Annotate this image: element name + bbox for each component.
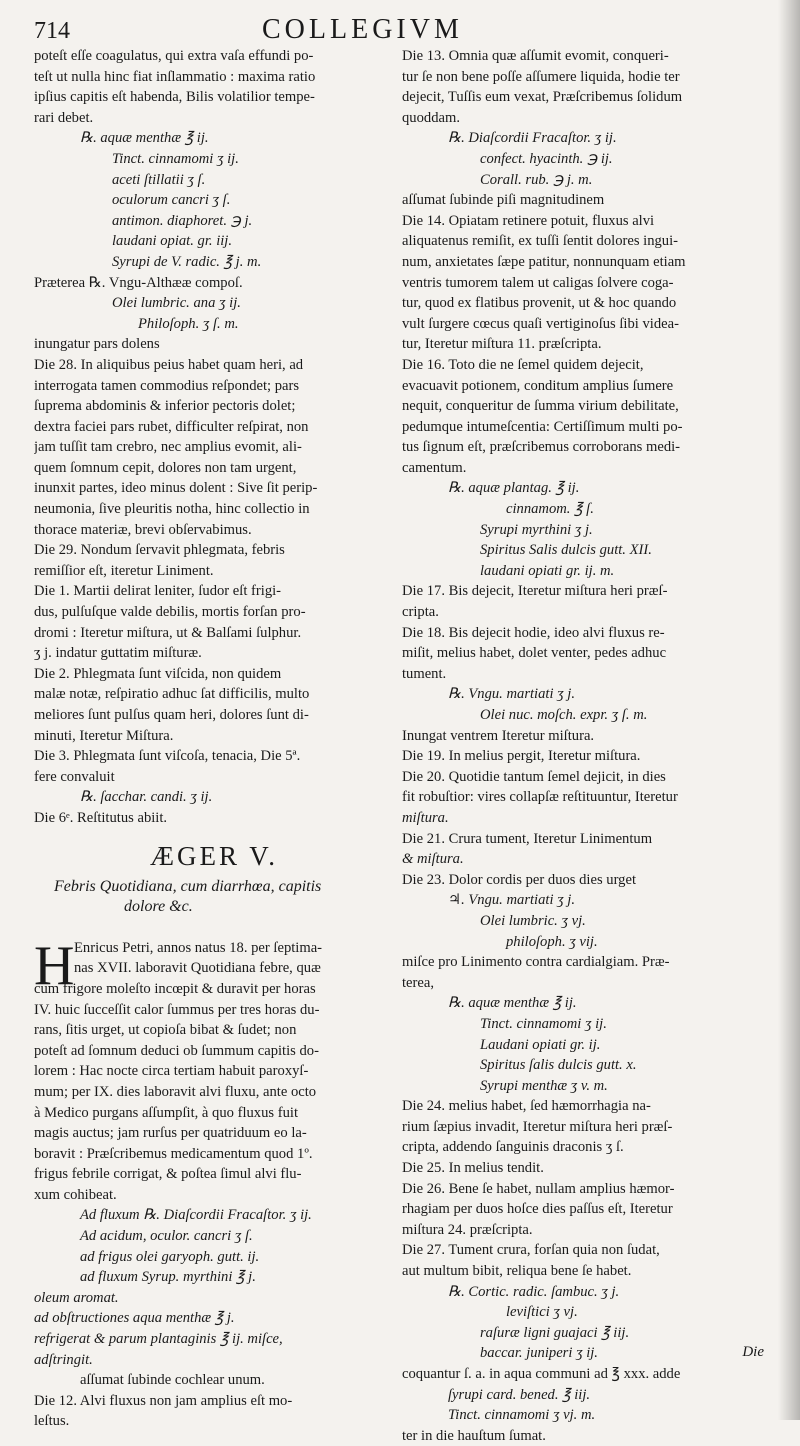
text-line: malæ notæ, reſpiratio adhuc ſat difficilis, multo (34, 686, 310, 703)
recipe-line: ad frigus olei garyoph. gutt. ij. (80, 1248, 260, 1265)
text-line: aliquatenus remiſit, ex tuſſi ſentit dolores ingui- (402, 233, 679, 250)
text-line: inunxit partes, ideo minus dolent : Sive ſit perip- (34, 480, 318, 497)
text-line: miſtura. (402, 809, 449, 826)
text-line: fere convaluit (34, 768, 115, 785)
text-line: minuti, Iteretur Miſtura. (34, 727, 174, 744)
text-line: rans, ſitis urget, ut copioſa bibat & ſudet; non (34, 1022, 297, 1039)
recipe-line: cinnamom. ℥ ſ. (506, 501, 594, 518)
text-line: num, anxietates ſæpe patitur, nonnunquam etiam (402, 253, 686, 270)
recipe-line: ♃. Vngu. martiati ʒ j. (448, 892, 575, 909)
recipe-line: Tinct. cinnamomi ʒ ij. (112, 150, 239, 167)
recipe-line: laudani opiat. gr. iij. (112, 233, 233, 250)
text-line: Enricus Petri, annos natus 18. per ſeptima- (74, 939, 323, 956)
recipe-line: laudani opiati gr. ij. m. (480, 562, 615, 579)
text-line: magis auctus; jam rurſus per quatriduum eo la- (34, 1125, 307, 1142)
recipe-line: Olei lumbric. ana ʒ ij. (112, 295, 241, 312)
text-line: boravit : Præſcribemus medicamentum quod 1º. (34, 1145, 313, 1162)
text-line: remiſſior eſt, iteretur Liniment. (34, 562, 214, 579)
text-line: interrogata tamen commodius reſpondet; pars (34, 377, 300, 394)
text-line: Die 26. Bene ſe habet, nullam amplius hæmor- (402, 1180, 675, 1197)
text-line: terea, (402, 974, 434, 991)
text-line: Die 2. Phlegmata ſunt viſcida, non quidem (34, 665, 282, 682)
text-line: & miſtura. (402, 851, 464, 868)
recipe-line: Spiritus ſalis dulcis gutt. x. (480, 1057, 637, 1074)
recipe-line: oculorum cancri ʒ ſ. (112, 192, 231, 209)
text-line: mum; per IX. dies laboravit alvi fluxu, ante octo (34, 1083, 317, 1100)
text-line: miſtura 24. præſcripta. (402, 1221, 533, 1238)
text-line: cripta, addendo ſanguinis draconis ʒ ſ. (402, 1139, 624, 1156)
recipe-line: Olei lumbric. ʒ vj. (480, 912, 586, 929)
text-line: rhagiam per duos hoſce dies paſſus eſt, Iteretur (402, 1201, 673, 1218)
text-line: nequit, conqueritur de ſumma virium debilitate, (402, 398, 679, 415)
text-line: aut multum bibit, reliqua bene ſe habet. (402, 1263, 632, 1280)
left-column (34, 46, 394, 1432)
recipe-line: aceti ſtillatii ʒ ſ. (112, 171, 206, 188)
text-line: poteſt ad ſomnum deduci ob ſummum capitis do- (34, 1042, 319, 1059)
recipe-line: confect. hyacinth. ℈ ij. (480, 150, 613, 167)
text-line: inungatur pars dolens (34, 336, 160, 353)
text-line: coquantur ſ. a. in aqua communi ad ℥ xxx. adde (402, 1366, 681, 1382)
text-line: Die 3. Phlegmata ſunt viſcoſa, tenacia, Die 5ª. (34, 748, 301, 765)
text-line: Die 13. Omnia quæ aſſumit evomit, conqueri- (402, 48, 669, 64)
text-line: tur ſe non bene poſſe aſſumere liquida, hodie ter (402, 68, 680, 85)
text-line: poteſt eſſe coagulatus, qui extra vaſa effundi po- (34, 48, 314, 64)
right-column (402, 46, 776, 1446)
recipe-line: ℞. Vngu. martiati ʒ j. (448, 686, 575, 703)
text-line: miſit, melius habet, dolet venter, pedes adhuc (402, 645, 667, 662)
recipe-line: ℞. Diaſcordii Fracaſtor. ʒ ij. (448, 130, 617, 147)
recipe-line: ℞. aquæ menthæ ℥ ij. (80, 130, 209, 147)
text-line: Die 12. Alvi fluxus non jam amplius eſt mo- (34, 1392, 293, 1409)
text-line: tur, quod ex flatibus provenit, ut & hoc quando (402, 295, 677, 312)
drop-cap: H (34, 934, 75, 997)
text-line: quoddam. (402, 109, 460, 126)
recipe-line: ℞. aquæ menthæ ℥ ij. (448, 995, 577, 1012)
text-line: Die 29. Nondum ſervavit phlegmata, febris (34, 542, 285, 559)
recipe-line: ad fluxum Syrup. myrthini ℥ j. (80, 1269, 256, 1286)
text-line: Die 19. In melius pergit, Iteretur miſtura. (402, 748, 641, 765)
text-line: Die 24. melius habet, ſed hæmorrhagia na- (402, 1098, 651, 1115)
text-line: ſuprema abdominis & inferior pectoris dolet; (34, 398, 296, 415)
text-line: frigus febrile corrigat, & poſtea ſimul alvi flu- (34, 1166, 302, 1183)
text-line: neumonia, ſive pleuritis notha, hinc collectio in (34, 501, 310, 518)
recipe-line: Tinct. cinnamomi ʒ ij. (480, 1015, 607, 1032)
text-line: Die 1. Martii delirat leniter, ſudor eſt frigi- (34, 583, 282, 600)
text-line: dejecit, Tuſſis eum vexat, Præſcribemus ſolidum (402, 89, 683, 106)
recipe-line: Corall. rub. ℈ j. m. (480, 171, 593, 188)
text-line: Die 17. Bis dejecit, Iteretur miſtura heri præſ- (402, 583, 668, 600)
text-line: tument. (402, 665, 447, 682)
text-line: vult ſurgere cœcus quaſi vertiginoſus ſibi videa- (402, 315, 679, 332)
text-line: jam tuſſit tam crebro, nec amplius evomit, ali- (34, 439, 302, 456)
text-line: Die 28. In aliquibus peius habet quam heri, ad (34, 356, 304, 373)
recipe-line: adſtringit. (34, 1351, 93, 1368)
text-line: Die 18. Bis dejecit hodie, ideo alvi fluxus re- (402, 624, 665, 641)
recipe-line: oleum aromat. (34, 1289, 119, 1306)
recipe-line: Syrupi de V. radic. ℥ j. m. (112, 253, 262, 270)
recipe-line: ℞. aquæ plantag. ℥ ij. (448, 480, 580, 497)
text-line: dus, pulſuſque valde debilis, mortis forſan pro- (34, 604, 306, 621)
text-line: Die 27. Tument crura, forſan quia non ſudat, (402, 1242, 660, 1259)
text-line: pedumque intumeſcentia: Certiſſimum multi po- (402, 418, 683, 435)
recipe-line: Ad fluxum ℞. Diaſcordii Fracaſtor. ʒ ij. (80, 1207, 312, 1224)
text-line: Die 6ᵉ. Reſtitutus abiit. (34, 809, 168, 826)
text-line: camentum. (402, 459, 467, 476)
text-line: tus ſignum eſt, præſcribemus corroborans medi- (402, 439, 681, 456)
case-text (34, 934, 394, 1432)
text-line: IV. huic ſucceſſit calor ſummus per tres horas du- (34, 1001, 320, 1018)
text-line: fit robuſtior: vires collapſæ reſtituuntur, Iteretur (402, 789, 678, 806)
recipe-line: Syrupi menthæ ʒ v. m. (480, 1077, 608, 1094)
text-line: Die 25. In melius tendit. (402, 1160, 544, 1177)
text-line: miſce pro Linimento contra cardialgiam. Præ- (402, 954, 670, 971)
text-line: teſt ut nulla hinc fiat inſlammatio : maxima ratio (34, 68, 316, 85)
text-line: Die 14. Opiatam retinere potuit, fluxus alvi (402, 212, 655, 229)
recipe-line: Laudani opiati gr. ij. (480, 1036, 601, 1053)
recipe-line: ℞. ſacchar. candi. ʒ ij. (80, 789, 213, 806)
recipe-line: antimon. diaphoret. ℈ j. (112, 212, 253, 229)
text-line: Die 21. Crura tument, Iteretur Linimentum (402, 830, 653, 847)
text-line: leſtus. (34, 1413, 70, 1430)
text-line: lorem : Hac nocte circa tertiam habuit paroxyſ- (34, 1063, 309, 1080)
recipe-line: leviſtici ʒ vj. (506, 1304, 578, 1321)
recipe-line: Olei nuc. moſch. expr. ʒ ſ. m. (480, 707, 648, 723)
recipe-line: ſyrupi card. bened. ℥ iij. (448, 1386, 591, 1403)
recipe-line: Tinct. cinnamomi ʒ vj. m. (448, 1407, 596, 1424)
text-line: aſſumat ſubinde piſi magnitudinem (402, 192, 605, 209)
section-heading: ÆGER V. (149, 840, 279, 871)
text-line: meliores ſunt pulſus quam heri, dolores ſunt di- (34, 707, 309, 723)
recipe-line: refrigerat & parum plantaginis ℥ ij. miſce, (34, 1331, 283, 1348)
text-line: ventris tumorem talem ut caligas ſolvere coga- (402, 274, 674, 291)
text-line: dextra faciei pars rubet, difficulter reſpirat, non (34, 418, 309, 435)
recipe-line: raſuræ ligni guajaci ℥ iij. (480, 1324, 630, 1341)
text-line: aſſumat ſubinde cochlear unum. (80, 1372, 265, 1389)
section-subtitle: Febris Quotidiana, cum diarrhœa, capitis (54, 877, 322, 895)
text-line: à Medico purgans aſſumpſit, à quo fluxus fuit (34, 1104, 298, 1121)
text-line: cripta. (402, 604, 439, 621)
recipe-line: ℞. Cortic. radic. ſambuc. ʒ j. (448, 1283, 620, 1300)
text-line: evacuavit potionem, conditum amplius ſumere (402, 377, 674, 394)
recipe-line: Philoſoph. ʒ ſ. m. (138, 315, 239, 332)
text-line: quem ſomnum cepit, dolores non tam urgent, (34, 459, 297, 476)
section-subtitle: dolore &c. (124, 898, 193, 916)
text-line: tur, Iteretur miſtura 11. præſcripta. (402, 336, 602, 353)
catchword: Die (742, 1344, 764, 1360)
text-line: Die 23. Dolor cordis per duos dies urget (402, 871, 636, 888)
text-line: xum cohibeat. (34, 1186, 117, 1203)
text-line: Die 16. Toto die ne ſemel quidem dejecit, (402, 356, 644, 373)
running-head: COLLEGIVM (262, 14, 463, 45)
recipe-line: Syrupi myrthini ʒ j. (480, 521, 593, 538)
text-line: ipſius capitis eſt habenda, Bilis volatilior tempe- (34, 89, 315, 106)
recipe-line: Ad acidum, oculor. cancri ʒ ſ. (80, 1228, 253, 1245)
text-line: Præterea ℞. Vngu-Althææ compoſ. (34, 274, 243, 291)
page-number: 714 (34, 18, 70, 44)
recipe-line: ad obſtructiones aqua menthæ ℥ j. (34, 1310, 235, 1327)
text-line: Die 20. Quotidie tantum ſemel dejicit, in dies (402, 768, 666, 785)
text-line: rari debet. (34, 109, 94, 126)
spacer (34, 918, 394, 938)
text-line: ter in die hauſtum ſumat. (402, 1427, 546, 1444)
text-line: cum frigore moleſto incœpit & duravit per horas (34, 980, 316, 997)
text-line: ʒ j. indatur guttatim miſturæ. (34, 645, 202, 662)
text-line: dromi : Iteretur miſtura, ut & Balſami ſulphur. (34, 624, 302, 641)
text-line: nas XVII. laboravit Quotidiana febre, quæ (74, 960, 321, 977)
recipe-line: philoſoph. ʒ vij. (506, 933, 598, 950)
text-line: rium ſæpius invadit, Iteretur miſtura heri præſ- (402, 1118, 673, 1135)
text-line: Inungat ventrem Iteretur miſtura. (402, 727, 595, 744)
recipe-line: baccar. juniperi ʒ ij. (480, 1345, 598, 1362)
recipe-line: Spiritus Salis dulcis gutt. XII. (480, 542, 652, 559)
page-edge-shadow (778, 0, 800, 1420)
text-line: thorace materiæ, brevi obſervabimus. (34, 521, 252, 538)
